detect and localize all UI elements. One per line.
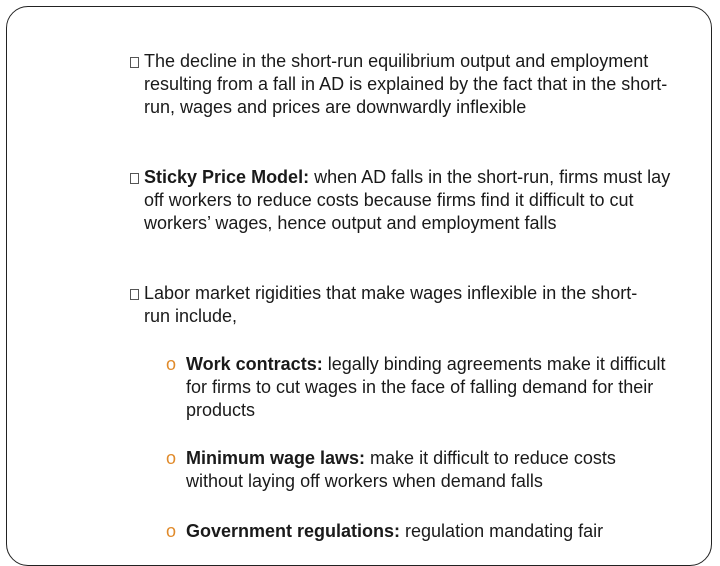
sub-bullet-text: legally binding agreements make it difficult for firms to cut wages in the face of falling demand for their products [186,354,666,420]
square-bullet-icon [130,282,139,305]
bullet-lead: Sticky Price Model: [144,167,310,187]
circle-bullet-icon: o [166,521,177,541]
bullet-text: when AD falls in the short-run, firms must lay off workers to reduce costs because firms find it difficult to cut workers’ wages, hence output and employment falls [144,167,671,233]
bullet-item [130,282,650,328]
bullet-item [130,50,675,119]
circle-bullet-icon: o [166,448,177,468]
bullet-item [130,166,675,235]
sub-bullet-lead: Government regulations: [186,521,401,541]
sub-bullet-item [166,447,676,493]
sub-bullet-text: make it difficult to reduce costs without laying off workers when demand falls [186,448,616,491]
square-bullet-icon [130,50,139,73]
sub-bullet-lead: Minimum wage laws: [186,448,366,468]
sub-bullet-item [166,353,666,422]
sub-bullet-lead: Work contracts: [186,354,323,374]
circle-bullet-icon: o [166,354,177,374]
square-bullet-icon [130,166,139,189]
bullet-text: The decline in the short-run equilibrium output and employment resulting from a fall in AD is explained by the fact that in the short-run, wages and prices are downwardly inflexible [144,51,668,117]
bullet-text: Labor market rigidities that make wages inflexible in the short-run include, [144,283,638,326]
sub-bullet-text: regulation mandating fair [400,521,604,541]
